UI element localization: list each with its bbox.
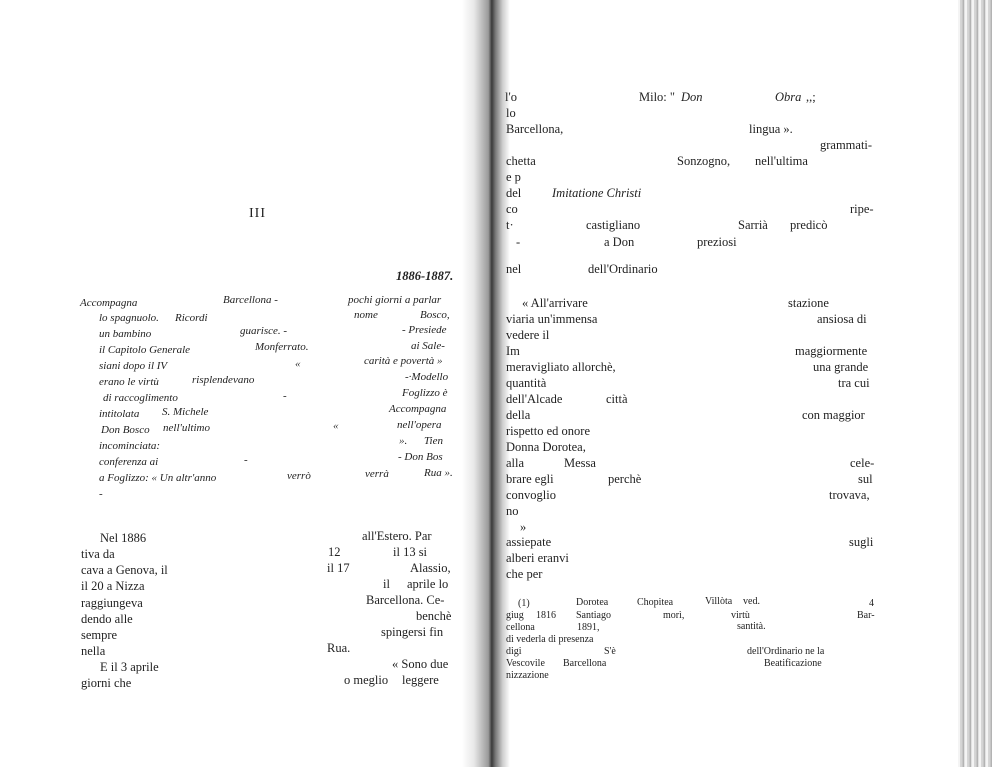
body-text: quantità <box>506 376 547 390</box>
body-text: Im <box>506 344 520 358</box>
body-text: stazione <box>788 296 829 310</box>
body-text: rispetto ed onore <box>506 424 591 438</box>
body-text: del <box>506 186 522 200</box>
body-text: perchè <box>608 472 642 486</box>
book-gutter <box>462 0 510 767</box>
summary-text: - <box>99 488 103 500</box>
body-text: chetta <box>506 154 536 168</box>
summary-text: - <box>283 390 287 402</box>
body-text: co <box>506 202 518 216</box>
body-text: tiva da <box>81 547 115 561</box>
body-text: ansiosa di <box>817 312 867 326</box>
body-text: Donna Dorotea, <box>506 440 586 454</box>
body-text: lingua ». <box>749 122 793 136</box>
body-text: e p <box>506 170 521 184</box>
summary-text: verrà <box>365 468 389 480</box>
body-text: Sonzogno, <box>677 154 731 168</box>
summary-text: guarisce. - <box>240 325 288 337</box>
summary-text: nell'opera <box>397 419 442 431</box>
footnote-text: Santiago <box>576 610 611 621</box>
body-text: Alassio, <box>410 561 451 575</box>
summary-text: « <box>333 420 339 432</box>
summary-text: « <box>295 358 301 370</box>
body-text: predicò <box>790 218 828 232</box>
body-text: città <box>606 392 628 406</box>
body-text: sul <box>858 472 873 486</box>
body-text: Barcellona, <box>506 122 564 136</box>
body-text: assiepate <box>506 535 552 549</box>
footnote-text: digi <box>506 646 522 657</box>
body-text: maggiormente <box>795 344 868 358</box>
footnote-text: giug <box>506 610 524 621</box>
footnote-text: (1) <box>518 598 530 609</box>
body-text: benchè <box>416 609 452 623</box>
body-text: sempre <box>81 628 118 642</box>
body-text: ,,; <box>806 90 816 104</box>
body-text: il 13 si <box>393 545 428 559</box>
body-text: » <box>520 520 527 534</box>
body-text: il 17 <box>327 561 350 575</box>
summary-text: - Don Bos <box>398 451 443 463</box>
summary-text: incominciata: <box>99 440 161 452</box>
page-edges <box>958 0 992 767</box>
body-text: il 20 a Nizza <box>81 579 145 593</box>
body-text: leggere <box>402 673 439 687</box>
body-text: - <box>516 235 521 249</box>
footnote-text: morì, <box>663 610 685 621</box>
footnote-text: virtù <box>731 610 750 621</box>
summary-text: un bambino <box>99 328 152 340</box>
body-text: a Don <box>604 235 635 249</box>
summary-text: - Presiede <box>402 324 447 336</box>
body-text: grammati- <box>820 138 873 152</box>
summary-text: siani dopo il IV <box>99 360 168 372</box>
body-text: Sarrià <box>738 218 768 232</box>
body-text: nel <box>506 262 522 276</box>
body-text: no <box>506 504 519 518</box>
body-text: una grande <box>813 360 869 374</box>
body-text: ripe- <box>850 202 874 216</box>
body-text: meravigliato allorchè, <box>506 360 616 374</box>
body-text: convoglio <box>506 488 556 502</box>
summary-text: erano le virtù <box>99 376 159 388</box>
summary-text: carità e povertà » <box>364 355 443 367</box>
summary-text: nome <box>354 309 378 321</box>
body-text: dell'Alcade <box>506 392 563 406</box>
summary-text: Don Bosco <box>101 424 150 436</box>
summary-text: Ricordi <box>175 312 208 324</box>
footnote-text: dell'Ordinario ne la <box>747 646 825 657</box>
summary-text: a Foglizzo: « Un altr'anno <box>99 472 217 484</box>
footnote-text: 1816 <box>536 610 556 621</box>
body-text: preziosi <box>697 235 737 249</box>
footnote-text: cellona <box>506 622 535 633</box>
body-text: vedere il <box>506 328 550 342</box>
footnote-text: Chopitea <box>637 597 674 608</box>
body-text: brare egli <box>506 472 554 486</box>
body-text: spingersi fin <box>381 625 444 639</box>
footnote-text: Vescovile <box>506 658 545 669</box>
summary-text: lo spagnuolo. <box>99 312 159 324</box>
footnote-text: Dorotea <box>576 597 609 608</box>
summary-text: intitolata <box>99 408 140 420</box>
footnote-text: nizzazione <box>506 670 549 681</box>
body-text: Don <box>681 90 703 104</box>
summary-text: conferenza ai <box>99 456 159 468</box>
body-text: viaria un'immensa <box>506 312 598 326</box>
body-text: Barcellona. Ce- <box>366 593 445 607</box>
body-text: alberi eranvi <box>506 551 569 565</box>
body-text: Milo: " <box>639 90 676 104</box>
footnote-text: S'è <box>604 646 616 657</box>
body-text: il <box>383 577 390 591</box>
body-text: dell'Ordinario <box>588 262 658 276</box>
footnote-text: Barcellona <box>563 658 607 669</box>
body-text: trovava, <box>829 488 870 502</box>
body-text: o meglio <box>344 673 389 687</box>
summary-text: - <box>244 454 248 466</box>
summary-text: Monferrato. <box>255 341 309 353</box>
body-text: « Sono due <box>392 657 449 671</box>
body-text: all'Estero. Par <box>362 529 432 543</box>
body-text: lo <box>506 106 516 120</box>
body-text: tra cui <box>838 376 870 390</box>
summary-text: nell'ultimo <box>163 422 210 434</box>
summary-text: Accompagna <box>389 403 447 415</box>
summary-text: verrò <box>287 470 311 482</box>
body-text: nella <box>81 644 106 658</box>
body-text: 12 <box>328 545 341 559</box>
summary-text: Foglizzo è <box>402 387 448 399</box>
body-text: castigliano <box>586 218 641 232</box>
body-text: nell'ultima <box>755 154 808 168</box>
body-text: giorni che <box>81 676 132 690</box>
summary-text: di raccoglimento <box>103 392 178 404</box>
summary-text: Rua ». <box>424 467 453 479</box>
footnote-text: ved. <box>743 596 760 607</box>
body-text: « All'arrivare <box>522 296 588 310</box>
body-text: con maggior <box>802 408 865 422</box>
footnote-text: Bar- <box>857 610 875 621</box>
body-text: Rua. <box>327 641 351 655</box>
body-text: alla <box>506 456 525 470</box>
body-text: sugli <box>849 535 874 549</box>
footnote-text: santità. <box>737 621 766 632</box>
chapter-dates: 1886-1887. <box>396 269 454 283</box>
footnote-text: 4 <box>869 598 874 609</box>
summary-text: -·Modello <box>405 371 449 383</box>
body-text: l'o <box>505 90 517 104</box>
summary-text: Bosco, <box>420 309 450 321</box>
summary-text: ». <box>399 435 408 447</box>
summary-text: il Capitolo Generale <box>99 344 191 356</box>
body-text: Imitatione Christi <box>552 186 642 200</box>
body-text: cele- <box>850 456 875 470</box>
footnote-text: Beatificazione <box>764 658 822 669</box>
body-text: Nel 1886 <box>100 531 147 545</box>
summary-text: pochi giorni a parlar <box>348 294 442 306</box>
body-text: raggiungeva <box>81 596 143 610</box>
chapter-number: III <box>249 206 266 221</box>
body-text: dendo alle <box>81 612 133 626</box>
summary-text: Tien <box>424 435 443 447</box>
body-text: cava a Genova, il <box>81 563 168 577</box>
footnote-text: Villòta <box>705 596 733 607</box>
footnote-text: 1891, <box>577 622 600 633</box>
footnote-text: di vederla di presenza <box>506 634 594 645</box>
summary-text: risplendevano <box>192 374 255 386</box>
body-text: E il 3 aprile <box>100 660 159 674</box>
body-text: della <box>506 408 531 422</box>
body-text: che per <box>506 567 543 581</box>
summary-text: Accompagna <box>80 297 138 309</box>
body-text: Messa <box>564 456 596 470</box>
body-text: aprile lo <box>407 577 449 591</box>
summary-text: Barcellona - <box>223 294 278 306</box>
body-text: t· <box>506 218 514 232</box>
summary-text: S. Michele <box>162 406 209 418</box>
summary-text: ai Sale- <box>411 340 445 352</box>
body-text: Obra <box>775 90 802 104</box>
